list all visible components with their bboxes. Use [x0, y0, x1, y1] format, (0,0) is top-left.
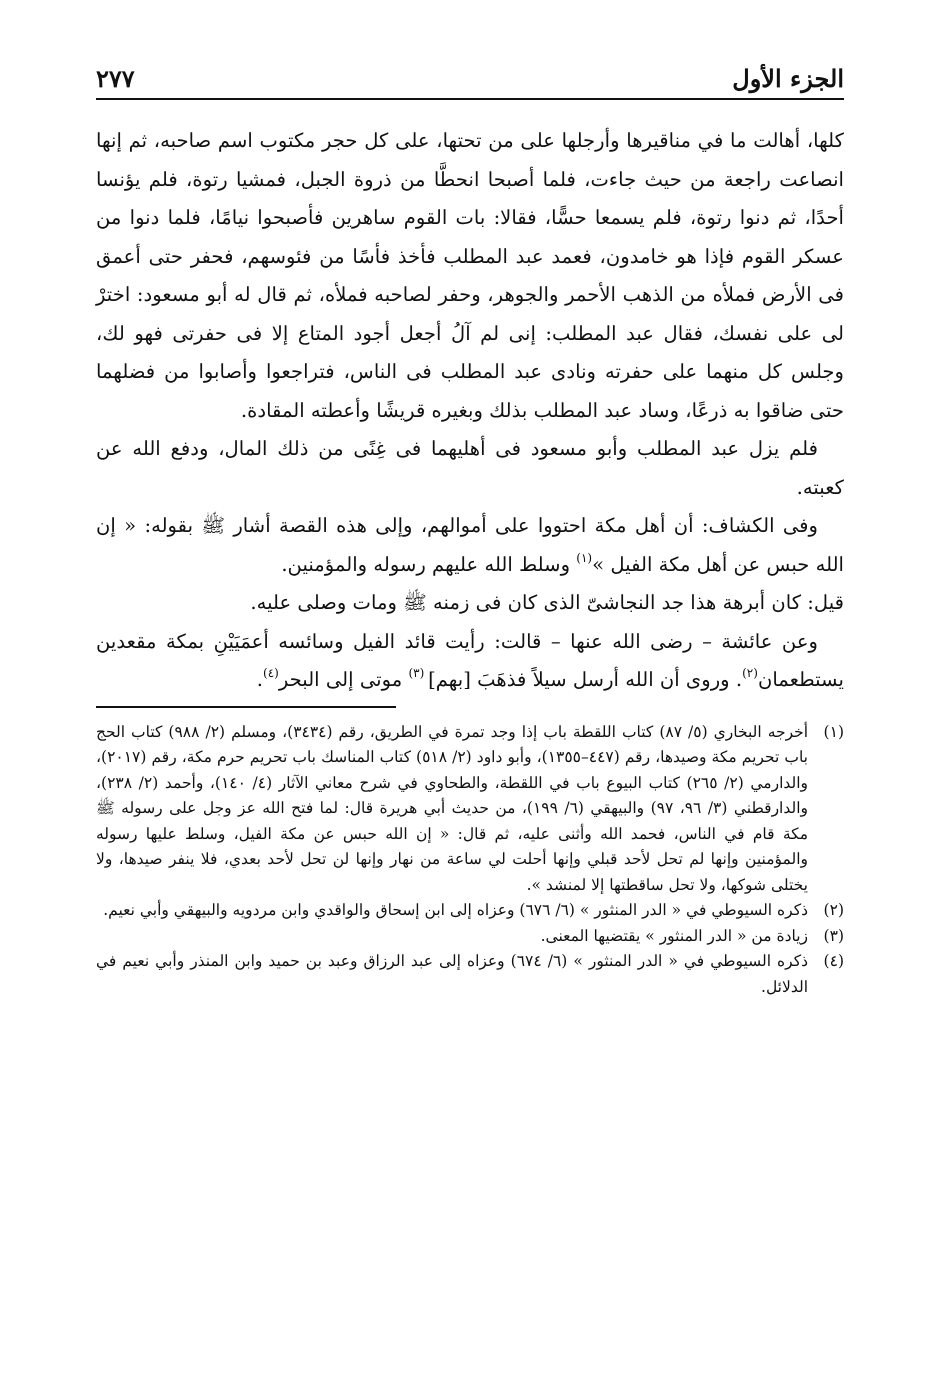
paragraph-5-text-d: . — [256, 668, 263, 691]
paragraph-4: قيل: كان أبرهة هذا جد النجاشىّ الذى كان فى زمنه ﷺ ومات وصلى عليه. — [250, 591, 844, 614]
paragraph-3-text-a: وفى الكشاف: أن أهل مكة احتووا على أموالهم، وإلى هذه القصة أشار ﷺ بقوله: « إن الله حبس عن أهل مكة الفيل » — [96, 514, 844, 576]
footnote-4 — [96, 949, 844, 1000]
paragraph-2: فلم يزل عبد المطلب وأبو مسعود فى أهليهما فى غِنًى من ذلك المال، ودفع الله عن كعبته. — [96, 437, 844, 499]
running-title: الجزء الأول — [732, 64, 844, 93]
footnote-number: (٣) — [823, 926, 844, 945]
footnote-number: (٤) — [823, 952, 844, 970]
paragraph-5-text-b: . وروى أن الله أرسل سيلاً فذهَبَ [بهم] — [428, 668, 743, 691]
footnote-ref-2: (٢) — [742, 666, 758, 680]
paragraph-5 — [96, 623, 844, 700]
footnote-number: (١) — [823, 722, 844, 741]
footnote-ref-1: (١) — [576, 550, 593, 565]
footnote-3 — [96, 924, 844, 950]
page-header — [96, 48, 844, 100]
footnote-text: ذكره السيوطي في « الدر المنثور » (٦/ ٦٧٦) وعزاه إلى ابن إسحاق والواقدي وابن مردويه والبيهقي وأبي نعيم. — [103, 901, 808, 919]
footnote-text: أخرجه البخاري (٥/ ٨٧) كتاب اللقطة باب إذا وجد تمرة في الطريق، رقم (٣٤٣٤)، ومسلم (٢/ ٩٨٨) كتاب الحج باب تحريم مكة وصيدها، رقم (٤٤٧–١٣٥٥)، وأبو داود (٢/ ٥١٨) كتاب المناسك باب تحريم حرم مكة، رقم (٢٠١٧)، والدارمي (٢/ ٢٦٥) كتاب البيوع باب في اللقطة، والطحاوي في شرح معاني الآثار (٤/ ١٤٠)، وأحمد (٢/ ٢٣٨)، والدارقطني (٣/ ٩٦، ٩٧) والبيهقي (٦/ ١٩٩)، من حديث أبي هريرة قال: لما فتح الله عز وجل على رسوله ﷺ مكة قام في الناس، فحمد الله وأثنى عليه، ثم قال: « إن الله حبس عن مكة الفيل، وسلط عليها رسوله والمؤمنين وإنها لم تحل لأحد قبلي وإنها أحلت لي ساعة من نهار وإنها لن تحل لأحد بعدي، فلا ينفر صيدها، ولا يختلى شوكها، ولا تحل ساقطتها إلا لمنشد ». — [96, 722, 809, 894]
paragraph-3-text-b: وسلط الله عليهم رسوله والمؤمنين. — [281, 552, 577, 576]
footnote-text: زيادة من « الدر المنثور » يقتضيها المعنى. — [540, 926, 808, 945]
paragraph-3 — [96, 507, 844, 584]
paragraph-5-text-c: موتى إلى البحر — [278, 668, 409, 691]
footnote-ref-4: (٤) — [263, 666, 279, 680]
footnote-number: (٢) — [823, 901, 844, 919]
page-number: ٢٧٧ — [96, 64, 135, 93]
footnote-2 — [96, 898, 844, 924]
paragraph-1: كلها، أهالت ما في مناقيرها وأرجلها على من تحتها، على كل حجر مكتوب اسم صاحبه، ثم إنها انصاعت راجعة من حيث جاءت، فلما أصبحا انحطَّا من ذروة الجبل، فمشيا رتوة، فلم يؤنسا أحدًا، ثم دنوا رتوة، فلم يسمعا حسًّا، فقالا: بات القوم ساهرين فأصبحوا نيامًا، فلما دنوا من عسكر القوم فإذا هو خامدون، فعمد عبد المطلب فأخذ فأسًا من فئوسهم، فحفر حتى أعمق فى الأرض فملأه من الذهب الأحمر والجوهر، وحفر لصاحبه فملأه، ثم قال له أبو مسعود: اخترْ لى على نفسك، فقال عبد المطلب: إنى لم آلُ أجعل أجود المتاع إلا فى حفرتى فهو لك، وجلس كل منهما على حفرته ونادى عبد المطلب فى الناس، فتراجعوا وأصابوا من فضلهما حتى ضاقوا به ذرعًا، وساد عبد المطلب بذلك وبغيره قريشًا وأعطته المقادة. — [96, 129, 844, 422]
book-page — [96, 48, 844, 1000]
paragraph-5-text-a: وعن عائشة – رضى الله عنها – قالت: رأيت قائد الفيل وسائسه أعمَيَيْنِ بمكة مقعدين يستطعمان — [96, 629, 844, 691]
footnote-text: ذكره السيوطي في « الدر المنثور » (٦/ ٦٧٤) وعزاه إلى عبد الرزاق وعبد بن حميد وابن المنذر وأبي نعيم في الدلائل. — [96, 952, 809, 996]
footnote-1 — [96, 720, 844, 899]
main-text — [96, 122, 844, 700]
footnote-ref-3: (٣) — [408, 666, 429, 680]
footnotes — [96, 720, 844, 1001]
footnote-separator — [96, 706, 396, 708]
